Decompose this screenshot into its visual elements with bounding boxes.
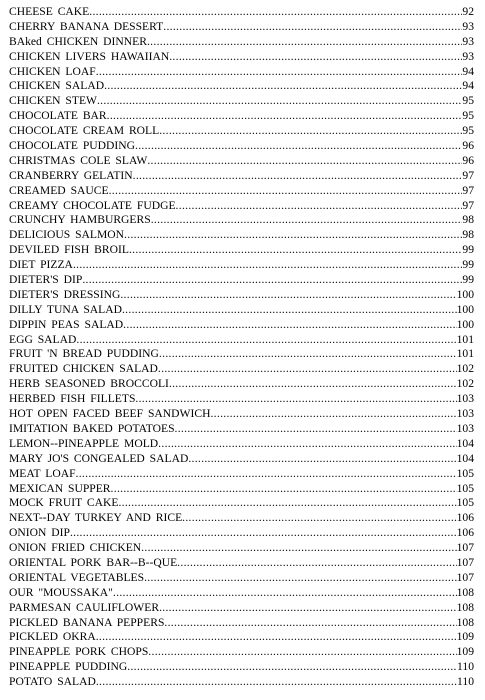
entry-page-number: 100 — [456, 287, 474, 301]
entry-title: DIETER'S DRESSING — [9, 287, 121, 301]
entry-title: EGG SALAD — [9, 332, 77, 346]
entry-title: DIPPIN PEAS SALAD — [9, 317, 124, 331]
entry-title: LEMON--PINEAPPLE MOLD — [9, 436, 159, 450]
entry-page-number: 93 — [462, 19, 474, 33]
index-entry — [9, 154, 474, 169]
entry-title: NEXT--DAY TURKEY AND RICE — [9, 511, 183, 525]
dot-leader — [70, 526, 457, 541]
entry-page-number: 103 — [456, 407, 474, 421]
index-entry — [9, 50, 474, 65]
index-entry — [9, 169, 474, 184]
index-entry — [9, 452, 474, 467]
entry-title: POTATO SALAD — [9, 675, 96, 689]
entry-title: OUR "MOUSSAKA" — [9, 585, 113, 599]
dot-leader — [188, 452, 456, 467]
index-entry — [9, 362, 474, 377]
entry-title: CHRISTMAS COLE SLAW — [9, 153, 148, 167]
entry-page-number: 108 — [456, 585, 474, 599]
index-entry — [9, 124, 474, 139]
dot-leader — [144, 571, 457, 586]
entry-page-number: 104 — [456, 436, 474, 450]
dot-leader — [158, 437, 456, 452]
dot-leader — [104, 79, 462, 94]
dot-leader — [159, 347, 457, 362]
index-entry — [9, 571, 474, 586]
index-entry — [9, 109, 474, 124]
dot-leader — [151, 213, 463, 228]
entry-title: DIETER'S DIP — [9, 273, 83, 287]
recipe-index-list — [9, 5, 474, 690]
entry-page-number: 98 — [462, 213, 474, 227]
entry-title: IMITATION BAKED POTATOES — [9, 421, 175, 435]
entry-page-number: 109 — [456, 630, 474, 644]
entry-page-number: 103 — [456, 392, 474, 406]
entry-page-number: 102 — [456, 362, 474, 376]
entry-page-number: 103 — [456, 421, 474, 435]
dot-leader — [175, 422, 457, 437]
index-entry — [9, 139, 474, 154]
entry-page-number: 105 — [456, 496, 474, 510]
index-entry — [9, 5, 474, 20]
dot-leader — [122, 303, 457, 318]
entry-title: CHOCOLATE CREAM ROLL — [9, 124, 160, 138]
entry-page-number: 96 — [462, 153, 474, 167]
index-entry — [9, 616, 474, 631]
index-entry — [9, 422, 474, 437]
entry-page-number: 110 — [457, 660, 474, 674]
index-entry — [9, 288, 474, 303]
dot-leader — [147, 35, 462, 50]
dot-leader — [176, 199, 463, 214]
entry-page-number: 104 — [456, 451, 474, 465]
index-entry — [9, 333, 474, 348]
entry-title: FRUIT 'N BREAD PUDDING — [9, 347, 159, 361]
entry-page-number: 92 — [462, 5, 474, 18]
dot-leader — [96, 675, 457, 690]
index-entry — [9, 258, 474, 273]
entry-title: MARY JO'S CONGEALED SALAD — [9, 451, 189, 465]
index-entry — [9, 482, 474, 497]
entry-title: CHERRY BANANA DESSERT — [9, 19, 164, 33]
entry-page-number: 100 — [456, 302, 474, 316]
dot-leader — [73, 258, 462, 273]
dot-leader — [129, 243, 462, 258]
entry-title: PINEAPPLE PORK CHOPS — [9, 645, 149, 659]
index-entry — [9, 526, 474, 541]
dot-leader — [127, 660, 457, 675]
entry-page-number: 93 — [462, 49, 474, 63]
entry-title: HOT OPEN FACED BEEF SANDWICH — [9, 407, 211, 421]
entry-page-number: 99 — [462, 258, 474, 272]
entry-title: DIET PIZZA — [9, 258, 73, 272]
dot-leader — [89, 5, 462, 20]
entry-title: PICKLED OKRA — [9, 630, 96, 644]
index-entry — [9, 660, 474, 675]
index-entry — [9, 437, 474, 452]
entry-page-number: 102 — [456, 377, 474, 391]
entry-title: ONION DIP — [9, 526, 70, 540]
dot-leader — [120, 288, 456, 303]
entry-title: HERBED FISH FILLETS — [9, 392, 136, 406]
entry-page-number: 107 — [456, 570, 474, 584]
entry-page-number: 108 — [456, 600, 474, 614]
dot-leader — [123, 318, 456, 333]
entry-title: PICKLED BANANA PEPPERS — [9, 615, 165, 629]
dot-leader — [177, 556, 456, 571]
dot-leader — [107, 109, 463, 124]
index-entry — [9, 675, 474, 690]
index-entry — [9, 65, 474, 80]
dot-leader — [135, 392, 456, 407]
entry-title: ONION FRIED CHICKEN — [9, 541, 142, 555]
entry-page-number: 108 — [456, 615, 474, 629]
entry-title: PINEAPPLE PUDDING — [9, 660, 128, 674]
index-entry — [9, 94, 474, 109]
dot-leader — [76, 467, 457, 482]
entry-title: PARMESAN CAULIFLOWER — [9, 600, 160, 614]
dot-leader — [111, 482, 457, 497]
entry-page-number: 94 — [462, 79, 474, 93]
entry-page-number: 99 — [462, 243, 474, 257]
index-entry — [9, 601, 474, 616]
entry-page-number: 98 — [462, 228, 474, 242]
entry-title: HERB SEASONED BROCCOLI — [9, 377, 169, 391]
index-entry — [9, 273, 474, 288]
index-entry — [9, 303, 474, 318]
dot-leader — [133, 169, 463, 184]
entry-title: DILLY TUNA SALAD — [9, 302, 122, 316]
entry-title: CHOCOLATE PUDDING — [9, 139, 135, 153]
entry-title: CHEESE CAKE — [9, 5, 90, 18]
dot-leader — [135, 139, 462, 154]
entry-title: CHICKEN SALAD — [9, 79, 105, 93]
entry-title: MEXICAN SUPPER — [9, 481, 111, 495]
index-entry — [9, 556, 474, 571]
dot-leader — [148, 645, 456, 660]
entry-title: CREAMED SAUCE — [9, 183, 109, 197]
dot-leader — [109, 184, 463, 199]
index-entry — [9, 630, 474, 645]
entry-page-number: 96 — [462, 139, 474, 153]
dot-leader — [164, 616, 456, 631]
entry-page-number: 99 — [462, 273, 474, 287]
index-entry — [9, 184, 474, 199]
index-entry — [9, 79, 474, 94]
entry-title: DEVILED FISH BROIL — [9, 243, 129, 257]
entry-page-number: 95 — [462, 94, 474, 108]
entry-page-number: 107 — [456, 541, 474, 555]
index-entry — [9, 228, 474, 243]
entry-title: CHICKEN LIVERS HAWAIIAN — [9, 49, 170, 63]
index-entry — [9, 347, 474, 362]
dot-leader — [96, 630, 457, 645]
index-entry — [9, 213, 474, 228]
index-entry — [9, 586, 474, 601]
entry-page-number: 97 — [462, 168, 474, 182]
dot-leader — [97, 94, 462, 109]
index-entry — [9, 511, 474, 526]
entry-title: MOCK FRUIT CAKE — [9, 496, 119, 510]
index-entry — [9, 20, 474, 35]
entry-title: CHOCOLATE BAR — [9, 109, 107, 123]
entry-page-number: 106 — [456, 526, 474, 540]
entry-title: MEAT LOAF — [9, 466, 76, 480]
entry-page-number: 105 — [456, 466, 474, 480]
entry-title: ORIENTAL VEGETABLES — [9, 570, 145, 584]
entry-page-number: 95 — [462, 124, 474, 138]
index-entry — [9, 243, 474, 258]
dot-leader — [169, 50, 462, 65]
dot-leader — [210, 407, 456, 422]
entry-page-number: 105 — [456, 481, 474, 495]
index-entry — [9, 377, 474, 392]
entry-page-number: 97 — [462, 198, 474, 212]
entry-title: BAked CHICKEN DINNER — [9, 34, 147, 48]
dot-leader — [76, 333, 456, 348]
dot-leader — [163, 20, 462, 35]
entry-title: ORIENTAL PORK BAR--B--QUE — [9, 555, 178, 569]
index-entry — [9, 35, 474, 50]
dot-leader — [113, 586, 457, 601]
entry-page-number: 97 — [462, 183, 474, 197]
entry-page-number: 107 — [456, 555, 474, 569]
index-entry — [9, 541, 474, 556]
entry-title: CHICKEN STEW — [9, 94, 97, 108]
entry-page-number: 109 — [456, 645, 474, 659]
index-entry — [9, 318, 474, 333]
dot-leader — [158, 362, 457, 377]
dot-leader — [159, 124, 462, 139]
entry-page-number: 101 — [456, 332, 474, 346]
entry-title: CRANBERRY GELATIN — [9, 168, 133, 182]
dot-leader — [169, 377, 457, 392]
entry-title: FRUITED CHICKEN SALAD — [9, 362, 158, 376]
dot-leader — [141, 541, 456, 556]
index-entry — [9, 467, 474, 482]
entry-page-number: 101 — [456, 347, 474, 361]
entry-page-number: 110 — [457, 675, 474, 689]
entry-title: DELICIOUS SALMON — [9, 228, 125, 242]
index-entry — [9, 407, 474, 422]
dot-leader — [147, 154, 462, 169]
dot-leader — [159, 601, 457, 616]
entry-page-number: 106 — [456, 511, 474, 525]
entry-title: CREAMY CHOCOLATE FUDGE — [9, 198, 176, 212]
entry-title: CHICKEN LOAF — [9, 64, 96, 78]
entry-page-number: 100 — [456, 317, 474, 331]
entry-page-number: 93 — [462, 34, 474, 48]
entry-title: CRUNCHY HAMBURGERS — [9, 213, 151, 227]
dot-leader — [124, 228, 462, 243]
dot-leader — [182, 511, 456, 526]
entry-page-number: 95 — [462, 109, 474, 123]
index-entry — [9, 199, 474, 214]
index-entry — [9, 496, 474, 511]
index-entry — [9, 392, 474, 407]
dot-leader — [96, 65, 463, 80]
dot-leader — [118, 496, 456, 511]
entry-page-number: 94 — [462, 64, 474, 78]
index-entry — [9, 645, 474, 660]
dot-leader — [82, 273, 462, 288]
